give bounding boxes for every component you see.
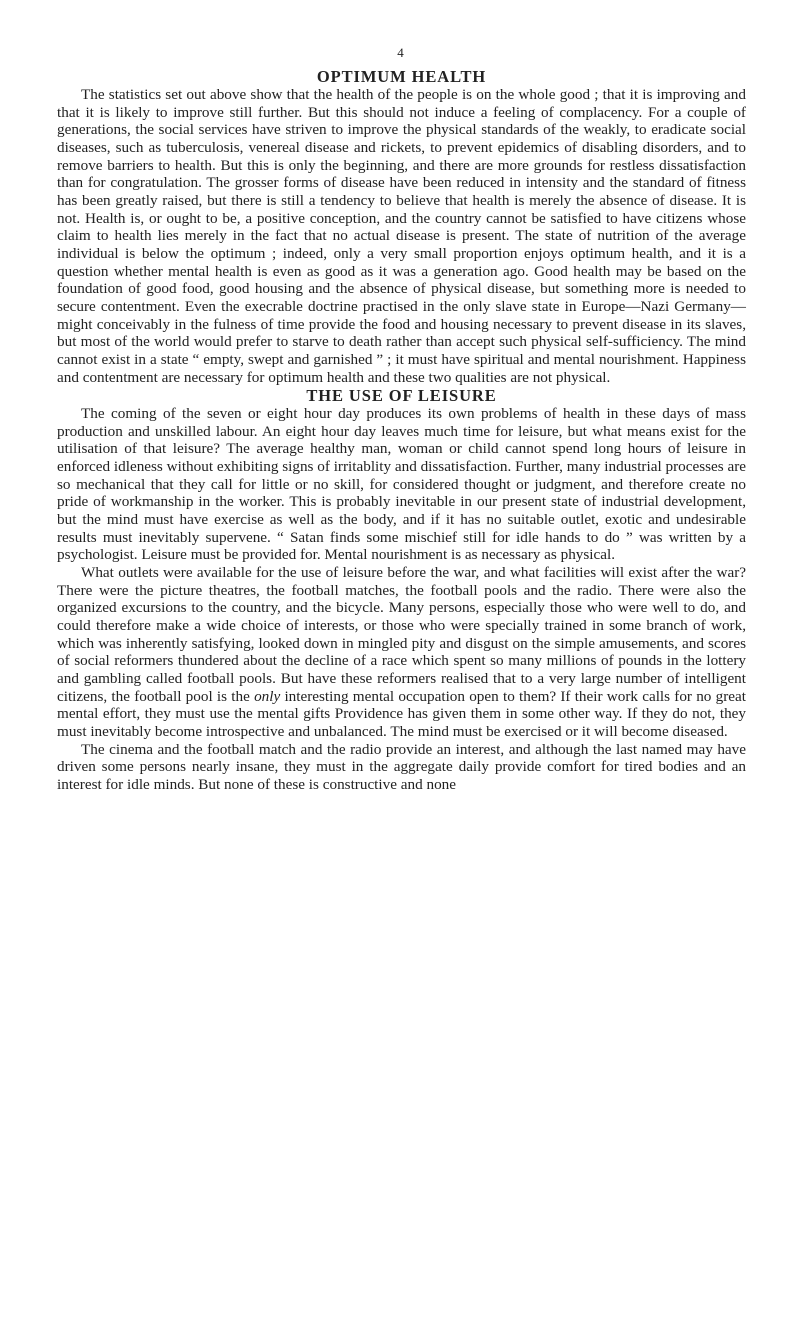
emphasis-only: only (254, 687, 281, 705)
paragraph-leisure-2 (57, 564, 746, 741)
paragraph-leisure-3: The cinema and the football match and the radio provide an interest, and although the last named may have driven some persons nearly insane, they must in the aggregate daily provide comfort for tired bodies and an interest for idle minds. But none of these is constructive and none (57, 740, 746, 793)
section-heading-use-of-leisure: THE USE OF LEISURE (306, 386, 497, 406)
paragraph-leisure-1: The coming of the seven or eight hour day produces its own problems of health in these days of mass production and unskilled labour. An eight hour day leaves much time for leisure, but what means exist for the utilisation of that leisure? The average healthy man, woman or child cannot spend long hours of leisure in enforced idleness without exhibiting signs of irritablity and dissatisfaction. Further, many industrial processes are so mechanical that they call for little or no skill, for considered thought or judgment, and therefore create no pride of workmanship in the worker. This is probably inevitable in our present state of industrial development, but the mind must have exercise as well as the body, and if it has no suitable outlet, exotic and undesirable results must inevitably supervene. “ Satan finds some mischief still for idle hands to do ” was written by a psychologist. Leisure must be provided for. Mental nourishment is as necessary as physical. (57, 405, 747, 564)
section-heading-optimum-health: OPTIMUM HEALTH (316, 67, 487, 86)
page-number: 4 (397, 45, 404, 60)
paragraph-leisure-2-head: What outlets were available for the use of leisure before the war, and what facilities will exist after the war? There were the picture theatres, the football matches, the football pools and the radio. There were also the organized excursions to the country, and the bicycle. Many persons, especially those who were well to do, and could therefore make a wide choice of interests, or those who were specially trained in some branch of work, which was inherently satisfying, looked down in mingled pity and disgust on the simple amusements, and scores of social reformers thundered about the decline of a race which spent so many millions of pounds in the lottery and gambling called football pools. But have these reformers realised that to a very large number of intelligent citizens, the football pool is the (57, 564, 746, 705)
page-body (57, 0, 746, 794)
paragraph-optimum-health: The statistics set out above show that the health of the people is on the whole good ; that it is improving and that it is likely to improve still further. But this should not induce a feeling of complacency. For a couple of generations, the social services have striven to improve the physical standards of the weakly, to eradicate social diseases, such as tuberculosis, venereal disease and rickets, to prevent epidemics of disabling disorders, and to remove barriers to health. But this is only the beginning, and there are more grounds for restless dissatisfaction than for congratulation. The grosser forms of disease have been reduced in intensity and the standard of fitness has been greatly raised, but there is still a tendency to believe that health is merely the absence of disease. It is not. Health is, or ought to be, a positive conception, and the country cannot be satisfied to have citizens whose claim to health lies merely in the fact that no actual disease is present. The state of nutrition of the average individual is below the optimum ; indeed, only a very small proportion enjoys optimum health, and it is a question whether mental health is even as good as it was a generation ago. Good health may be based on the foundation of good food, good housing and the absence of physical disease, but something more is needed to secure contentment. Even the execrable doctrine practised in the only slave state in Europe—Nazi Germany—might conceivably in the fulness of time provide the food and housing necessary to prevent disease in its slaves, but most of the world would prefer to starve to death rather than accept such physical self-sufficiency. The mind cannot exist in a state “ empty, swept and garnished ” ; it must have spiritual and mental nourishment. Happiness and contentment are necessary for optimum health and these two qualities are not physical. (57, 86, 746, 386)
paragraph-leisure-2-tail: interesting mental occupation open to them? If their work calls for no great mental effort, they must use the mental gifts Providence has given them in some other way. If they do not, they must inevitably become introspective and unbalanced. The mind must be exercised or it will become diseased. (57, 687, 746, 740)
